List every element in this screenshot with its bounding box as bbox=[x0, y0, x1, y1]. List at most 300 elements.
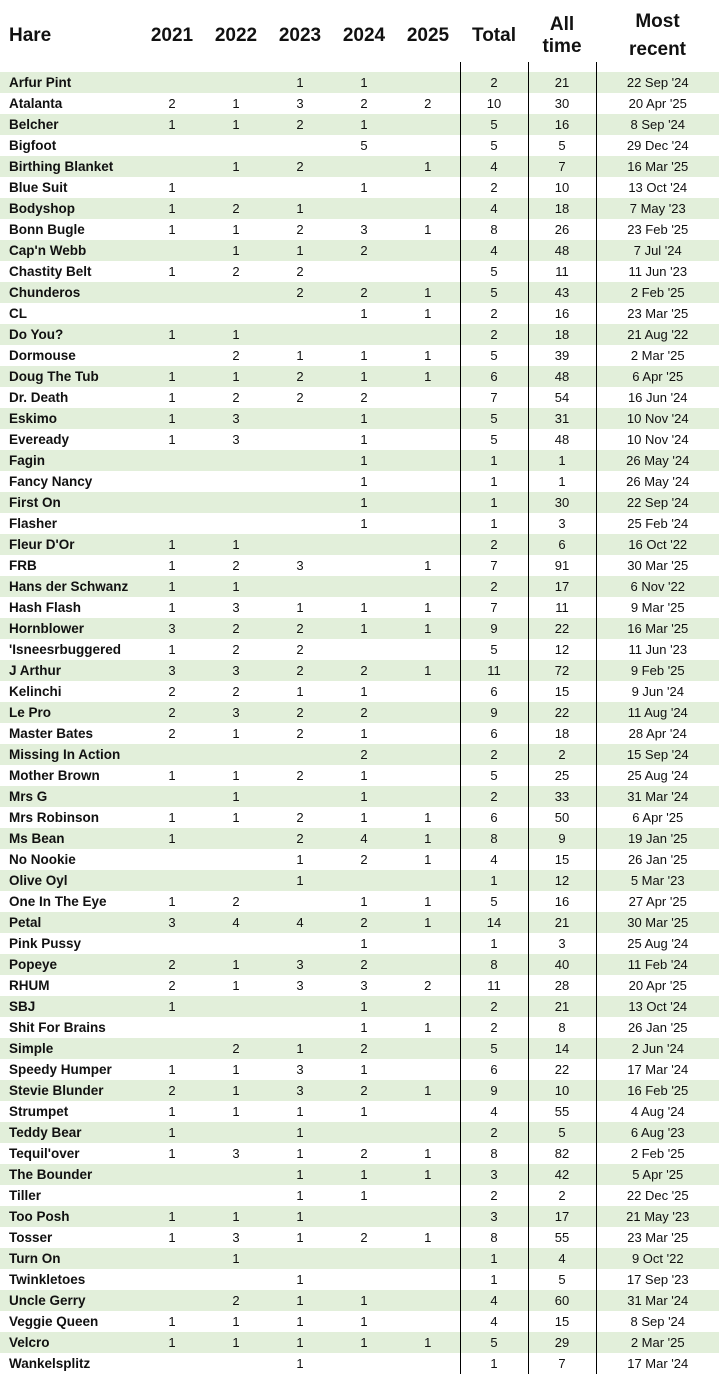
cell-2022: 2 bbox=[204, 555, 268, 576]
cell-most-recent: 30 Mar '25 bbox=[596, 555, 719, 576]
cell-2022 bbox=[204, 471, 268, 492]
cell-2021 bbox=[140, 282, 204, 303]
cell-total: 4 bbox=[460, 1290, 528, 1311]
cell-2021: 3 bbox=[140, 660, 204, 681]
cell-most-recent: 5 Apr '25 bbox=[596, 1164, 719, 1185]
cell-hare: Bodyshop bbox=[0, 198, 140, 219]
cell-2024: 1 bbox=[332, 891, 396, 912]
cell-2023 bbox=[268, 534, 332, 555]
cell-most-recent: 2 Mar '25 bbox=[596, 1332, 719, 1353]
cell-2025 bbox=[396, 198, 460, 219]
cell-2021: 1 bbox=[140, 261, 204, 282]
cell-most-recent: 16 Mar '25 bbox=[596, 156, 719, 177]
cell-2022: 3 bbox=[204, 702, 268, 723]
cell-2021 bbox=[140, 1248, 204, 1269]
cell-total: 11 bbox=[460, 660, 528, 681]
cell-all-time: 11 bbox=[528, 261, 596, 282]
table-row bbox=[0, 555, 719, 576]
table-row bbox=[0, 723, 719, 744]
cell-2024: 2 bbox=[332, 1143, 396, 1164]
cell-2024: 1 bbox=[332, 303, 396, 324]
cell-most-recent: 23 Mar '25 bbox=[596, 303, 719, 324]
cell-2022: 1 bbox=[204, 1206, 268, 1227]
cell-2022 bbox=[204, 450, 268, 471]
cell-hare: Tiller bbox=[0, 1185, 140, 1206]
cell-2022: 1 bbox=[204, 1311, 268, 1332]
cell-total: 4 bbox=[460, 198, 528, 219]
cell-most-recent: 31 Mar '24 bbox=[596, 1290, 719, 1311]
cell-2022: 3 bbox=[204, 429, 268, 450]
cell-total: 4 bbox=[460, 240, 528, 261]
cell-2023: 3 bbox=[268, 1059, 332, 1080]
table-header bbox=[0, 0, 719, 72]
cell-most-recent: 9 Mar '25 bbox=[596, 597, 719, 618]
cell-2025 bbox=[396, 744, 460, 765]
cell-2024: 2 bbox=[332, 954, 396, 975]
cell-2024: 1 bbox=[332, 366, 396, 387]
cell-2023: 1 bbox=[268, 1353, 332, 1374]
cell-total: 5 bbox=[460, 408, 528, 429]
cell-total: 5 bbox=[460, 639, 528, 660]
cell-most-recent: 26 May '24 bbox=[596, 471, 719, 492]
cell-2025 bbox=[396, 429, 460, 450]
cell-all-time: 11 bbox=[528, 597, 596, 618]
cell-all-time: 31 bbox=[528, 408, 596, 429]
cell-2021: 2 bbox=[140, 954, 204, 975]
cell-2025 bbox=[396, 1206, 460, 1227]
cell-all-time: 7 bbox=[528, 156, 596, 177]
table-row bbox=[0, 282, 719, 303]
cell-total: 5 bbox=[460, 261, 528, 282]
cell-total: 9 bbox=[460, 1080, 528, 1101]
cell-2023: 2 bbox=[268, 828, 332, 849]
cell-hare: Eskimo bbox=[0, 408, 140, 429]
cell-hare: The Bounder bbox=[0, 1164, 140, 1185]
cell-most-recent: 6 Aug '23 bbox=[596, 1122, 719, 1143]
cell-hare: First On bbox=[0, 492, 140, 513]
cell-most-recent: 9 Jun '24 bbox=[596, 681, 719, 702]
cell-2021: 1 bbox=[140, 1101, 204, 1122]
cell-most-recent: 23 Mar '25 bbox=[596, 1227, 719, 1248]
table-row bbox=[0, 1311, 719, 1332]
cell-most-recent: 10 Nov '24 bbox=[596, 429, 719, 450]
table-row bbox=[0, 660, 719, 681]
cell-2021: 1 bbox=[140, 177, 204, 198]
cell-2022: 1 bbox=[204, 765, 268, 786]
cell-2025 bbox=[396, 1122, 460, 1143]
cell-hare: Simple bbox=[0, 1038, 140, 1059]
header-hare: Hare bbox=[0, 0, 140, 72]
cell-most-recent: 26 Jan '25 bbox=[596, 1017, 719, 1038]
cell-most-recent: 15 Sep '24 bbox=[596, 744, 719, 765]
cell-all-time: 40 bbox=[528, 954, 596, 975]
cell-2021 bbox=[140, 72, 204, 93]
cell-2021: 1 bbox=[140, 639, 204, 660]
cell-hare: Flasher bbox=[0, 513, 140, 534]
header-most-recent-line1: Most bbox=[635, 11, 680, 32]
cell-most-recent: 11 Aug '24 bbox=[596, 702, 719, 723]
cell-2024: 1 bbox=[332, 681, 396, 702]
cell-all-time: 39 bbox=[528, 345, 596, 366]
cell-all-time: 55 bbox=[528, 1101, 596, 1122]
cell-all-time: 5 bbox=[528, 1122, 596, 1143]
table-row bbox=[0, 1269, 719, 1290]
cell-most-recent: 6 Apr '25 bbox=[596, 807, 719, 828]
cell-total: 5 bbox=[460, 1332, 528, 1353]
cell-all-time: 48 bbox=[528, 366, 596, 387]
cell-2025 bbox=[396, 1101, 460, 1122]
cell-2022: 2 bbox=[204, 639, 268, 660]
cell-2021 bbox=[140, 240, 204, 261]
cell-2021: 1 bbox=[140, 597, 204, 618]
cell-2024: 1 bbox=[332, 807, 396, 828]
cell-total: 1 bbox=[460, 492, 528, 513]
cell-hare: Shit For Brains bbox=[0, 1017, 140, 1038]
cell-all-time: 2 bbox=[528, 744, 596, 765]
table-row bbox=[0, 1164, 719, 1185]
cell-hare: No Nookie bbox=[0, 849, 140, 870]
cell-2024: 1 bbox=[332, 786, 396, 807]
header-year-2024: 2024 bbox=[332, 0, 396, 72]
cell-2022: 3 bbox=[204, 1227, 268, 1248]
cell-2022: 1 bbox=[204, 807, 268, 828]
header-year-2021: 2021 bbox=[140, 0, 204, 72]
cell-2025: 1 bbox=[396, 618, 460, 639]
cell-2025: 1 bbox=[396, 219, 460, 240]
cell-hare: Fleur D'Or bbox=[0, 534, 140, 555]
cell-all-time: 14 bbox=[528, 1038, 596, 1059]
cell-2025: 2 bbox=[396, 975, 460, 996]
cell-2023 bbox=[268, 303, 332, 324]
table-row bbox=[0, 471, 719, 492]
cell-most-recent: 21 Aug '22 bbox=[596, 324, 719, 345]
cell-2022: 1 bbox=[204, 114, 268, 135]
cell-2021 bbox=[140, 786, 204, 807]
cell-2024 bbox=[332, 1122, 396, 1143]
cell-2023 bbox=[268, 933, 332, 954]
cell-2023 bbox=[268, 1248, 332, 1269]
cell-2024: 1 bbox=[332, 177, 396, 198]
cell-all-time: 4 bbox=[528, 1248, 596, 1269]
cell-most-recent: 9 Oct '22 bbox=[596, 1248, 719, 1269]
cell-hare: Too Posh bbox=[0, 1206, 140, 1227]
cell-total: 5 bbox=[460, 429, 528, 450]
cell-2021: 1 bbox=[140, 366, 204, 387]
cell-most-recent: 22 Sep '24 bbox=[596, 492, 719, 513]
cell-2024 bbox=[332, 870, 396, 891]
cell-2021 bbox=[140, 471, 204, 492]
table-row bbox=[0, 1248, 719, 1269]
cell-2021: 2 bbox=[140, 1080, 204, 1101]
cell-2023: 1 bbox=[268, 240, 332, 261]
cell-2025: 1 bbox=[396, 1143, 460, 1164]
cell-2024: 1 bbox=[332, 471, 396, 492]
cell-2023: 1 bbox=[268, 1185, 332, 1206]
cell-hare: Hornblower bbox=[0, 618, 140, 639]
cell-most-recent: 7 May '23 bbox=[596, 198, 719, 219]
cell-all-time: 5 bbox=[528, 1269, 596, 1290]
cell-total: 2 bbox=[460, 1122, 528, 1143]
cell-2023: 3 bbox=[268, 1080, 332, 1101]
cell-hare: Olive Oyl bbox=[0, 870, 140, 891]
cell-2021: 1 bbox=[140, 219, 204, 240]
cell-most-recent: 17 Mar '24 bbox=[596, 1353, 719, 1374]
cell-2022: 1 bbox=[204, 576, 268, 597]
cell-all-time: 18 bbox=[528, 198, 596, 219]
cell-2021 bbox=[140, 513, 204, 534]
cell-2025: 1 bbox=[396, 366, 460, 387]
table-row bbox=[0, 72, 719, 93]
table-row bbox=[0, 744, 719, 765]
cell-2024: 1 bbox=[332, 996, 396, 1017]
cell-2024: 1 bbox=[332, 1290, 396, 1311]
table-row bbox=[0, 240, 719, 261]
cell-2023: 3 bbox=[268, 954, 332, 975]
cell-all-time: 43 bbox=[528, 282, 596, 303]
cell-hare: Ms Bean bbox=[0, 828, 140, 849]
cell-2022: 1 bbox=[204, 1080, 268, 1101]
cell-2022 bbox=[204, 1269, 268, 1290]
cell-total: 5 bbox=[460, 345, 528, 366]
cell-all-time: 21 bbox=[528, 996, 596, 1017]
cell-2023: 1 bbox=[268, 1206, 332, 1227]
cell-2025: 1 bbox=[396, 849, 460, 870]
cell-2022 bbox=[204, 282, 268, 303]
cell-hare: Pink Pussy bbox=[0, 933, 140, 954]
table-row bbox=[0, 387, 719, 408]
cell-most-recent: 27 Apr '25 bbox=[596, 891, 719, 912]
cell-most-recent: 30 Mar '25 bbox=[596, 912, 719, 933]
cell-most-recent: 2 Jun '24 bbox=[596, 1038, 719, 1059]
cell-2024 bbox=[332, 198, 396, 219]
cell-2021 bbox=[140, 870, 204, 891]
cell-2022: 1 bbox=[204, 1059, 268, 1080]
cell-2025: 1 bbox=[396, 1017, 460, 1038]
cell-2022: 2 bbox=[204, 681, 268, 702]
cell-all-time: 91 bbox=[528, 555, 596, 576]
cell-all-time: 72 bbox=[528, 660, 596, 681]
table-row bbox=[0, 681, 719, 702]
cell-2024: 2 bbox=[332, 1227, 396, 1248]
cell-2023 bbox=[268, 891, 332, 912]
cell-2025: 1 bbox=[396, 1227, 460, 1248]
cell-all-time: 12 bbox=[528, 639, 596, 660]
table-row bbox=[0, 618, 719, 639]
cell-2023: 1 bbox=[268, 597, 332, 618]
cell-2023: 1 bbox=[268, 849, 332, 870]
cell-2025: 1 bbox=[396, 828, 460, 849]
cell-all-time: 60 bbox=[528, 1290, 596, 1311]
cell-most-recent: 9 Feb '25 bbox=[596, 660, 719, 681]
cell-2021: 1 bbox=[140, 828, 204, 849]
cell-2021 bbox=[140, 303, 204, 324]
cell-2022 bbox=[204, 72, 268, 93]
cell-2023 bbox=[268, 450, 332, 471]
cell-2023 bbox=[268, 408, 332, 429]
cell-2024: 3 bbox=[332, 975, 396, 996]
cell-most-recent: 16 Mar '25 bbox=[596, 618, 719, 639]
cell-2024: 4 bbox=[332, 828, 396, 849]
cell-2021 bbox=[140, 1353, 204, 1374]
cell-2023: 1 bbox=[268, 1227, 332, 1248]
cell-hare: Mrs G bbox=[0, 786, 140, 807]
cell-all-time: 54 bbox=[528, 387, 596, 408]
cell-2022: 2 bbox=[204, 1290, 268, 1311]
cell-total: 10 bbox=[460, 93, 528, 114]
cell-hare: Dr. Death bbox=[0, 387, 140, 408]
cell-total: 7 bbox=[460, 555, 528, 576]
cell-all-time: 18 bbox=[528, 324, 596, 345]
table-row bbox=[0, 429, 719, 450]
table-row bbox=[0, 408, 719, 429]
cell-2025: 1 bbox=[396, 1332, 460, 1353]
cell-hare: Mrs Robinson bbox=[0, 807, 140, 828]
cell-most-recent: 8 Sep '24 bbox=[596, 1311, 719, 1332]
cell-2025: 1 bbox=[396, 1164, 460, 1185]
cell-hare: Chunderos bbox=[0, 282, 140, 303]
table-row bbox=[0, 786, 719, 807]
cell-total: 4 bbox=[460, 1311, 528, 1332]
cell-2023: 2 bbox=[268, 156, 332, 177]
cell-total: 8 bbox=[460, 954, 528, 975]
cell-all-time: 8 bbox=[528, 1017, 596, 1038]
cell-2023 bbox=[268, 786, 332, 807]
table-row bbox=[0, 702, 719, 723]
cell-most-recent: 16 Oct '22 bbox=[596, 534, 719, 555]
table-row bbox=[0, 324, 719, 345]
cell-total: 2 bbox=[460, 534, 528, 555]
table-row bbox=[0, 870, 719, 891]
cell-all-time: 15 bbox=[528, 849, 596, 870]
cell-2024: 2 bbox=[332, 240, 396, 261]
cell-2021 bbox=[140, 1164, 204, 1185]
cell-2025 bbox=[396, 324, 460, 345]
cell-2022: 1 bbox=[204, 954, 268, 975]
cell-all-time: 1 bbox=[528, 471, 596, 492]
cell-hare: Master Bates bbox=[0, 723, 140, 744]
cell-total: 1 bbox=[460, 933, 528, 954]
cell-2021: 1 bbox=[140, 534, 204, 555]
cell-hare: Petal bbox=[0, 912, 140, 933]
cell-hare: Velcro bbox=[0, 1332, 140, 1353]
cell-2022 bbox=[204, 492, 268, 513]
cell-2023: 2 bbox=[268, 219, 332, 240]
cell-2022 bbox=[204, 933, 268, 954]
table-row bbox=[0, 1206, 719, 1227]
cell-hare: Hans der Schwanz bbox=[0, 576, 140, 597]
cell-hare: Wankelsplitz bbox=[0, 1353, 140, 1374]
table-row bbox=[0, 597, 719, 618]
cell-all-time: 33 bbox=[528, 786, 596, 807]
cell-all-time: 6 bbox=[528, 534, 596, 555]
cell-2022 bbox=[204, 1164, 268, 1185]
cell-most-recent: 17 Mar '24 bbox=[596, 1059, 719, 1080]
cell-most-recent: 31 Mar '24 bbox=[596, 786, 719, 807]
table-row bbox=[0, 93, 719, 114]
cell-total: 2 bbox=[460, 744, 528, 765]
table-row bbox=[0, 513, 719, 534]
cell-hare: J Arthur bbox=[0, 660, 140, 681]
cell-most-recent: 11 Feb '24 bbox=[596, 954, 719, 975]
table-row bbox=[0, 912, 719, 933]
cell-all-time: 10 bbox=[528, 1080, 596, 1101]
cell-2025 bbox=[396, 114, 460, 135]
cell-2022: 3 bbox=[204, 1143, 268, 1164]
cell-hare: Bigfoot bbox=[0, 135, 140, 156]
cell-total: 4 bbox=[460, 156, 528, 177]
cell-2024: 1 bbox=[332, 765, 396, 786]
cell-2021 bbox=[140, 933, 204, 954]
cell-2023: 1 bbox=[268, 1038, 332, 1059]
cell-2021 bbox=[140, 1038, 204, 1059]
cell-most-recent: 6 Apr '25 bbox=[596, 366, 719, 387]
cell-total: 4 bbox=[460, 849, 528, 870]
cell-2024: 1 bbox=[332, 1164, 396, 1185]
cell-all-time: 55 bbox=[528, 1227, 596, 1248]
cell-2022: 1 bbox=[204, 1332, 268, 1353]
cell-2021: 1 bbox=[140, 807, 204, 828]
cell-most-recent: 22 Sep '24 bbox=[596, 72, 719, 93]
cell-most-recent: 26 Jan '25 bbox=[596, 849, 719, 870]
cell-2025: 1 bbox=[396, 891, 460, 912]
cell-hare: Blue Suit bbox=[0, 177, 140, 198]
cell-2025 bbox=[396, 471, 460, 492]
cell-hare: Turn On bbox=[0, 1248, 140, 1269]
cell-hare: Speedy Humper bbox=[0, 1059, 140, 1080]
cell-2022: 3 bbox=[204, 660, 268, 681]
cell-most-recent: 10 Nov '24 bbox=[596, 408, 719, 429]
cell-total: 7 bbox=[460, 387, 528, 408]
cell-2023: 3 bbox=[268, 555, 332, 576]
table-row bbox=[0, 261, 719, 282]
cell-all-time: 30 bbox=[528, 93, 596, 114]
cell-2023: 3 bbox=[268, 975, 332, 996]
cell-most-recent: 16 Feb '25 bbox=[596, 1080, 719, 1101]
cell-2024 bbox=[332, 555, 396, 576]
cell-2022 bbox=[204, 1017, 268, 1038]
cell-2021: 1 bbox=[140, 198, 204, 219]
table-row bbox=[0, 954, 719, 975]
cell-2023: 1 bbox=[268, 345, 332, 366]
cell-2021 bbox=[140, 450, 204, 471]
cell-2021 bbox=[140, 1290, 204, 1311]
cell-2024: 5 bbox=[332, 135, 396, 156]
header-year-2022: 2022 bbox=[204, 0, 268, 72]
cell-total: 14 bbox=[460, 912, 528, 933]
cell-all-time: 18 bbox=[528, 723, 596, 744]
cell-2022: 1 bbox=[204, 324, 268, 345]
cell-2023 bbox=[268, 324, 332, 345]
cell-hare: Tequil'over bbox=[0, 1143, 140, 1164]
cell-2024: 1 bbox=[332, 345, 396, 366]
cell-hare: Kelinchi bbox=[0, 681, 140, 702]
cell-total: 2 bbox=[460, 996, 528, 1017]
header-year-2023: 2023 bbox=[268, 0, 332, 72]
cell-2023: 2 bbox=[268, 261, 332, 282]
cell-hare: Missing In Action bbox=[0, 744, 140, 765]
cell-most-recent: 20 Apr '25 bbox=[596, 93, 719, 114]
cell-2023 bbox=[268, 135, 332, 156]
cell-total: 1 bbox=[460, 1248, 528, 1269]
cell-2025: 1 bbox=[396, 345, 460, 366]
cell-most-recent: 2 Feb '25 bbox=[596, 1143, 719, 1164]
table-body bbox=[0, 72, 719, 1374]
table-row bbox=[0, 156, 719, 177]
cell-total: 2 bbox=[460, 1017, 528, 1038]
cell-total: 6 bbox=[460, 807, 528, 828]
table-row bbox=[0, 345, 719, 366]
cell-total: 4 bbox=[460, 1101, 528, 1122]
